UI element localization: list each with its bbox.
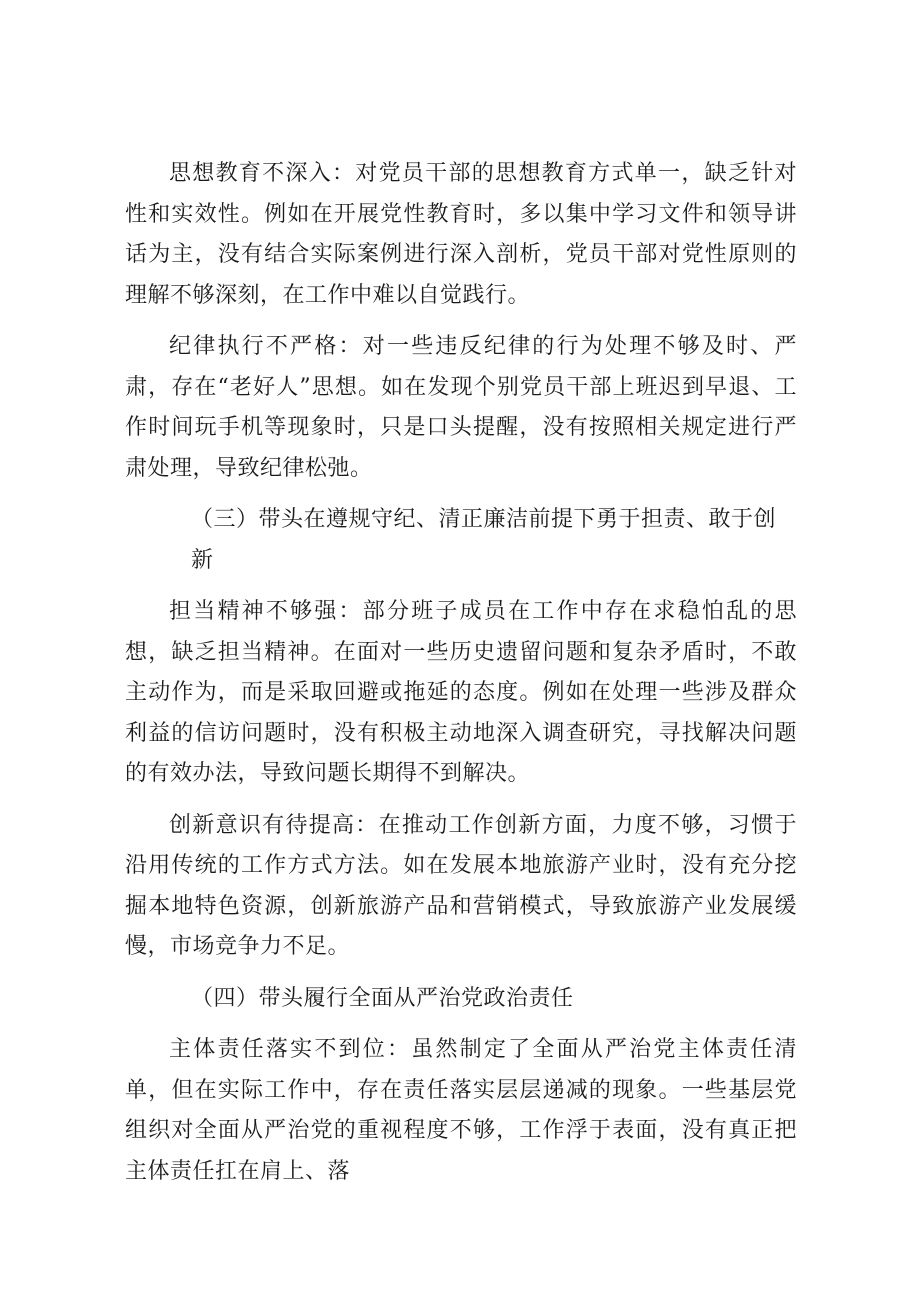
paragraph-main-responsibility: 主体责任落实不到位：虽然制定了全面从严治党主体责任清单，但在实际工作中，存在责任落实层层递减的现象。一些基层党组织对全面从严治党的重视程度不够，工作浮于表面，没有真正把主体责任扛在肩上、落 — [125, 1037, 797, 1184]
paragraph-ideological-education: 思想教育不深入：对党员干部的思想教育方式单一，缺乏针对性和实效性。例如在开展党性教育时，多以集中学习文件和领导讲话为主，没有结合实际案例进行深入剖析，党员干部对党性原则的理解不够深刻，在工作中难以自觉践行。 — [125, 161, 797, 308]
section-heading-4: （四）带头履行全面从严治党政治责任 — [191, 985, 574, 1011]
document-body — [125, 154, 797, 1203]
paragraph-discipline-enforcement: 纪律执行不严格：对一些违反纪律的行为处理不够及时、严肃，存在“老好人”思想。如在发现个别党员干部上班迟到早退、工作时间玩手机等现象时，只是口头提醒，没有按照相关规定进行严肃处理，导致纪律松弛。 — [125, 334, 797, 481]
section-heading-3: （三）带头在遵规守纪、清正廉洁前提下勇于担责、敢于创新 — [191, 507, 777, 573]
paragraph-responsibility-spirit: 担当精神不够强：部分班子成员在工作中存在求稳怕乱的思想，缺乏担当精神。在面对一些历史遗留问题和复杂矛盾时，不敢主动作为，而是采取回避或拖延的态度。例如在处理一些涉及群众利益的信访问题时，没有积极主动地深入调查研究，寻找解决问题的有效办法，导致问题长期得不到解决。 — [125, 599, 797, 786]
paragraph-innovation-awareness: 创新意识有待提高：在推动工作创新方面，力度不够，习惯于沿用传统的工作方式方法。如在发展本地旅游产业时，没有充分挖掘本地特色资源，创新旅游产品和营销模式，导致旅游产业发展缓慢，市场竞争力不足。 — [125, 812, 797, 959]
